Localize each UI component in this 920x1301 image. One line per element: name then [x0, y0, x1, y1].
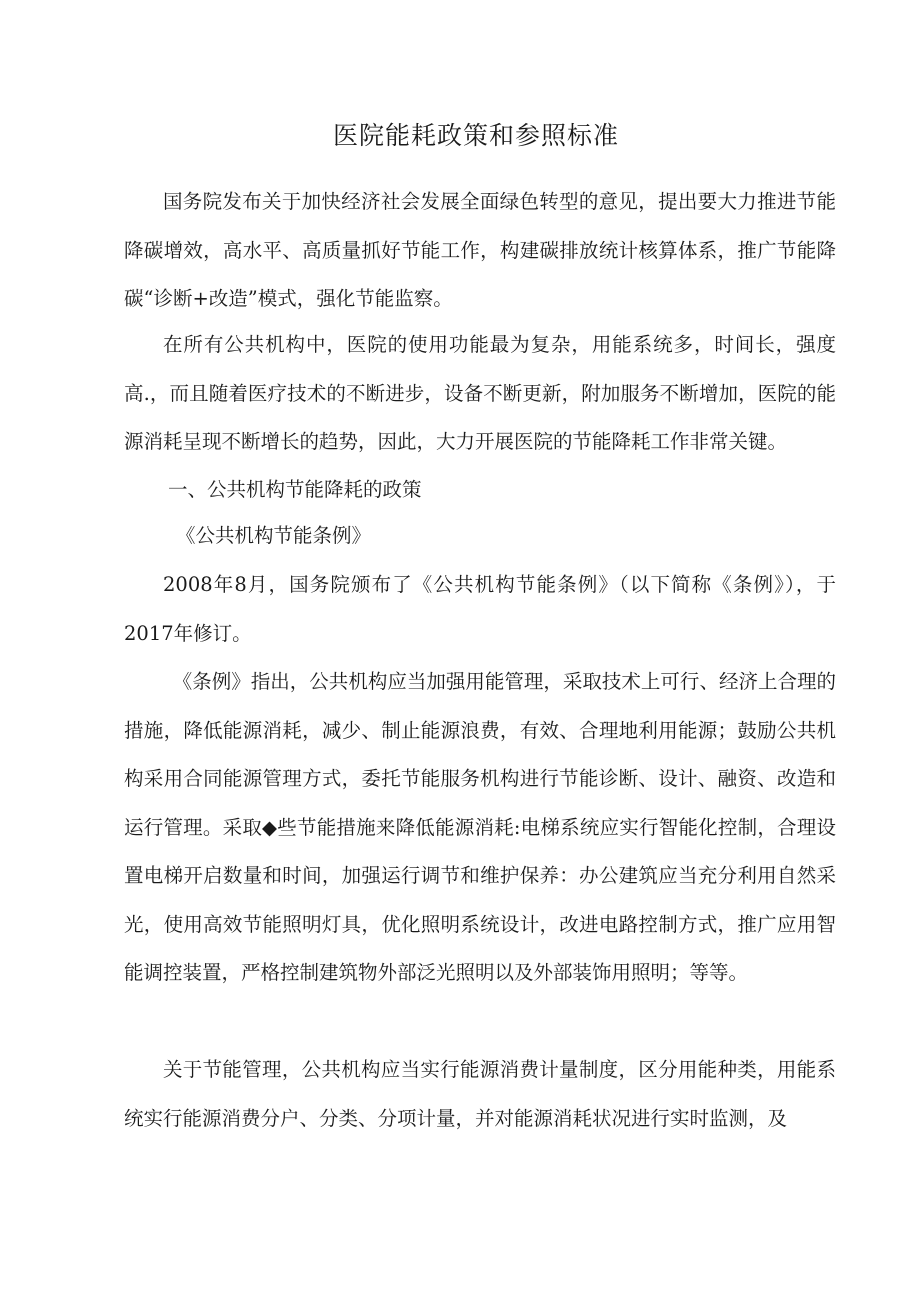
- paragraph-green-transition: 国务院发布关于加快经济社会发展全面绿色转型的意见，提出要大力推进节能降碳增效，高水平、高质量抓好节能工作，构建碳排放统计核算体系，推广节能降碳“诊断+改造”模式，强化节能监察。: [124, 190, 836, 310]
- section-heading-policy: 一、公共机构节能降耗的政策: [168, 478, 422, 501]
- paragraph-regulation-content: 《条例》指出，公共机构应当加强用能管理，采取技术上可行、经济上合理的措施，降低能源消耗，减少、制止能源浪费，有效、合理地利用能源；鼓励公共机构采用合同能源管理方式，委托节能服务机构进行节能诊断、设计、融资、改造和运行管理。采取◆些节能措施来降低能源消耗:电梯系统应实行智能化控制，合理设置电梯开启数量和时间，加强运行调节和维护保养：办公建筑应当充分利用自然采光，使用高效节能照明灯具，优化照明系统设计，改进电路控制方式，推广应用智能调控装置，严格控制建筑物外部泛光照明以及外部装饰用照明；等等。: [124, 670, 836, 984]
- paragraph-hospital-energy: 在所有公共机构中，医院的使用功能最为复杂，用能系统多，时间长，强度高.，而且随着医疗技术的不断进步，设备不断更新，附加服务不断增加，医院的能源消耗呈现不断增长的趋势，因此，大力开展医院的节能降耗工作非常关键。: [124, 333, 836, 453]
- document-title: 医院能耗政策和参照标准: [332, 121, 619, 150]
- paragraph-energy-management: 关于节能管理，公共机构应当实行能源消费计量制度，区分用能种类，用能系统实行能源消费分户、分类、分项计量，并对能源消耗状况进行实时监测，及: [124, 1058, 836, 1130]
- section-subheading-regulation: 《公共机构节能条例》: [176, 524, 372, 547]
- paragraph-regulation-history: 2008年8月，国务院颁布了《公共机构节能条例》（以下简称《条例》），于2017年修订。: [124, 573, 836, 645]
